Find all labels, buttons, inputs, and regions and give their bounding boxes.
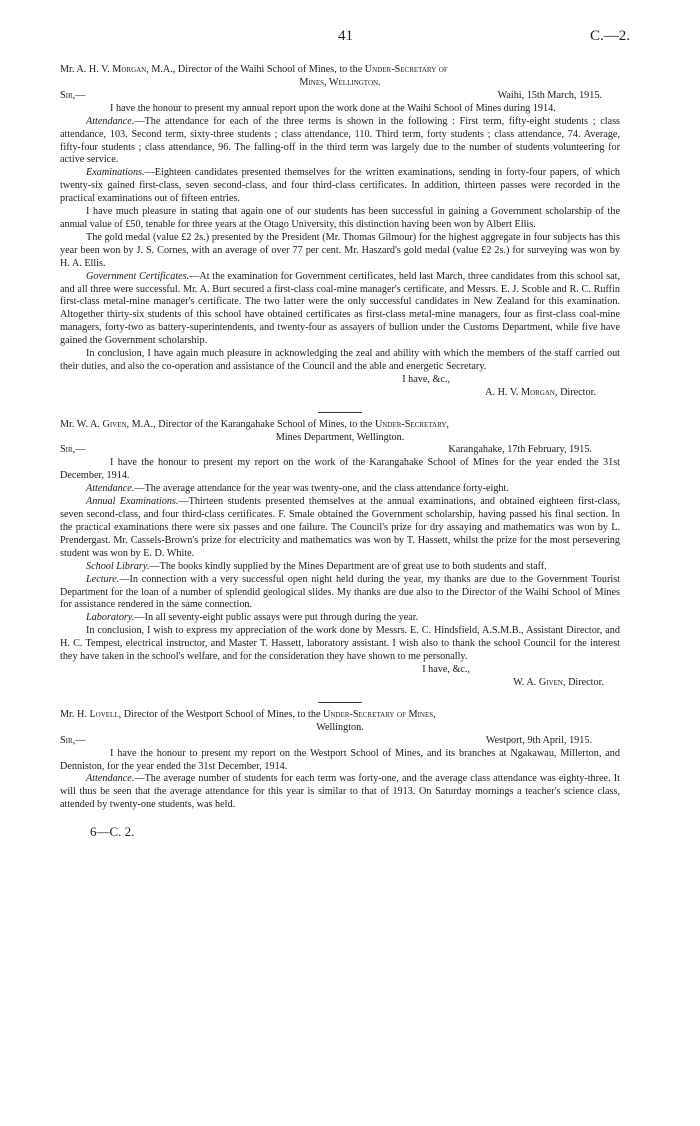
signature: A. H. V. Morgan, Director. <box>485 386 596 398</box>
place-date: Karangahake, 17th February, 1915. <box>448 444 592 456</box>
paragraph: Attendance.—The average number of students for each term was forty-one, and the average class attendance was eighty-three. It will thus be seen that the average attendance for this year is similar to that of 1913. On Saturday mornings a teacher's science class, attended by twenty-one students, was held. <box>60 773 620 811</box>
report-address: Mr. H. Lovell, Director of the Westport School of Mines, to the Under-Secretary of Mines, <box>60 708 436 720</box>
salutation: Sir,— <box>60 444 86 456</box>
closing: I have, &c., <box>422 663 470 675</box>
paragraph: I have the honour to present my report on the Westport School of Mines, and its branches at Ngakawau, Millerton, and Denniston, for the year ended the 31st December, 1914. <box>60 747 620 772</box>
paragraph: Lecture.—In connection with a very successful open night held during the year, my thanks are due to the Government Tourist Department for the loan of a number of splendid geological slides. My thanks are due also to the Director of the Waihi School of Mines for assistance rendered in the same connection. <box>60 573 620 611</box>
paragraph: Laboratory.—In all seventy-eight public assays were put through during the year. <box>86 612 419 624</box>
signature-mark: 6—C. 2. <box>90 824 135 840</box>
section-divider <box>318 702 362 703</box>
report-address-line2: Wellington. <box>316 721 364 733</box>
paragraph: I have much pleasure in stating that again one of our students has been successful in gaining a Government scholarship of the annual value of £50, tenable for three years at the Otago University, this distinction having been won by Albert Ellis. <box>60 206 620 230</box>
paragraph: Attendance.—The average attendance for the year was twenty-one, and the class attendance forty-eight. <box>86 483 509 495</box>
report-address-line2: Mines, Wellington. <box>299 76 381 88</box>
salutation: Sir,— <box>60 734 86 746</box>
report-karangahake <box>60 419 620 690</box>
report-address-line2: Mines Department, Wellington. <box>275 431 405 443</box>
place-date: Westport, 9th April, 1915. <box>485 734 592 746</box>
section-divider <box>318 412 362 413</box>
paragraph: School Library.—The books kindly supplied by the Mines Department are of great use to both students and staff. <box>86 560 547 572</box>
paragraph: In conclusion, I wish to express my appreciation of the work done by Messrs. E. C. Hindsfield, A.S.M.B., Assistant Director, and H. C. Tempest, electrical instructor, and Master T. Hassett, laboratory assistant. I wish also to thank the school Council for the interest they have taken in the school's welfare, and for the consideration they have shown to me personally. <box>60 625 620 663</box>
report-waihi <box>60 64 620 400</box>
paragraph: Examinations.—Eighteen candidates presented themselves for the written examinations, sending in forty-four papers, of which twenty-six gained first-class, seven second-class, and four third-class certificates. In addition, thirteen passes were recorded in the practical examinations out of fifteen entries. <box>60 167 620 205</box>
paragraph: The gold medal (value £2 2s.) presented by the President (Mr. Thomas Gilmour) for the highest aggregate in four subjects has this year been won by J. S. Cornes, with an average of over 77 per cent. Mr. Haszard's gold medal (value £2 2s.) for surveying was won by H. A. Ellis. <box>60 231 620 269</box>
paragraph: Government Certificates.—At the examination for Government certificates, held last March, three candidates from this school sat, and all three were successful. Mr. A. Burt secured a first-class coal-mine manager's certificate, and Messrs. E. J. Scoble and R. C. Ruffin first-class metal-mine manager's certificate. The two latter were the only successful candidates in New Zealand for this examination. Altogether thirty-six students of this school have obtained certificates as first-class metal-mine managers, four as first-class coal-mine managers, forty-two as battery-superintendents, and twenty-four as assayers of bullion under the Customs Department, while five have gained the Government scholarship. <box>60 270 620 347</box>
paragraph: I have the honour to present my annual report upon the work done at the Waihi School of Mines during 1914. <box>110 102 556 114</box>
place-date: Waihi, 15th March, 1915. <box>497 89 602 101</box>
signature: W. A. Given, Director. <box>513 676 604 688</box>
paragraph: In conclusion, I have again much pleasure in acknowledging the zeal and ability with which the members of the staff carried out their duties, and also the co-operation and assistance of the Council and the able and energetic Secretary. <box>60 348 620 372</box>
salutation: Sir,— <box>60 89 86 101</box>
page-number: 41 <box>338 28 353 44</box>
report-westport <box>60 709 620 812</box>
page-header <box>60 28 630 52</box>
document-page <box>60 28 630 840</box>
paragraph: Attendance.—The attendance for each of the three terms is shown in the following : First term, fifty-eight students ; class attendance, 103. Second term, sixty-three students ; class attendance, 110. Third term, forty students ; class attendance, 74. Average, fifty-four students ; class attendance, 96. The falling-off in the third term was largely due to the number of students volunteering for active service. <box>60 115 620 166</box>
report-address: Mr. A. H. V. Morgan, M.A., Director of the Waihi School of Mines, to the Under-Secretary of <box>60 64 448 75</box>
paragraph: I have the honour to present my report on the work of the Karangahake School of Mines for the year ended the 31st December, 1914. <box>60 457 620 482</box>
report-address: Mr. W. A. Given, M.A., Director of the Karangahake School of Mines, to the Under-Secretary, <box>60 418 449 430</box>
paper-reference: C.—2. <box>589 28 630 44</box>
closing: I have, &c., <box>402 373 450 385</box>
paragraph: Annual Examinations.—Thirteen students presented themselves at the annual examinations, and obtained eighteen first-class, seven second-class, and four third-class certificates. F. Smale obtained the Government scholarship, having passed his final section. In the practical examinations there were six passes and one failure. The Council's prize for dry assaying and mathematics was won by L. Prendergast. Mr. Cassels-Brown's prize for electricity and mathematics was won by T. Hassett, whilst the prize for the most persevering student was won by E. D. White. <box>60 496 620 559</box>
